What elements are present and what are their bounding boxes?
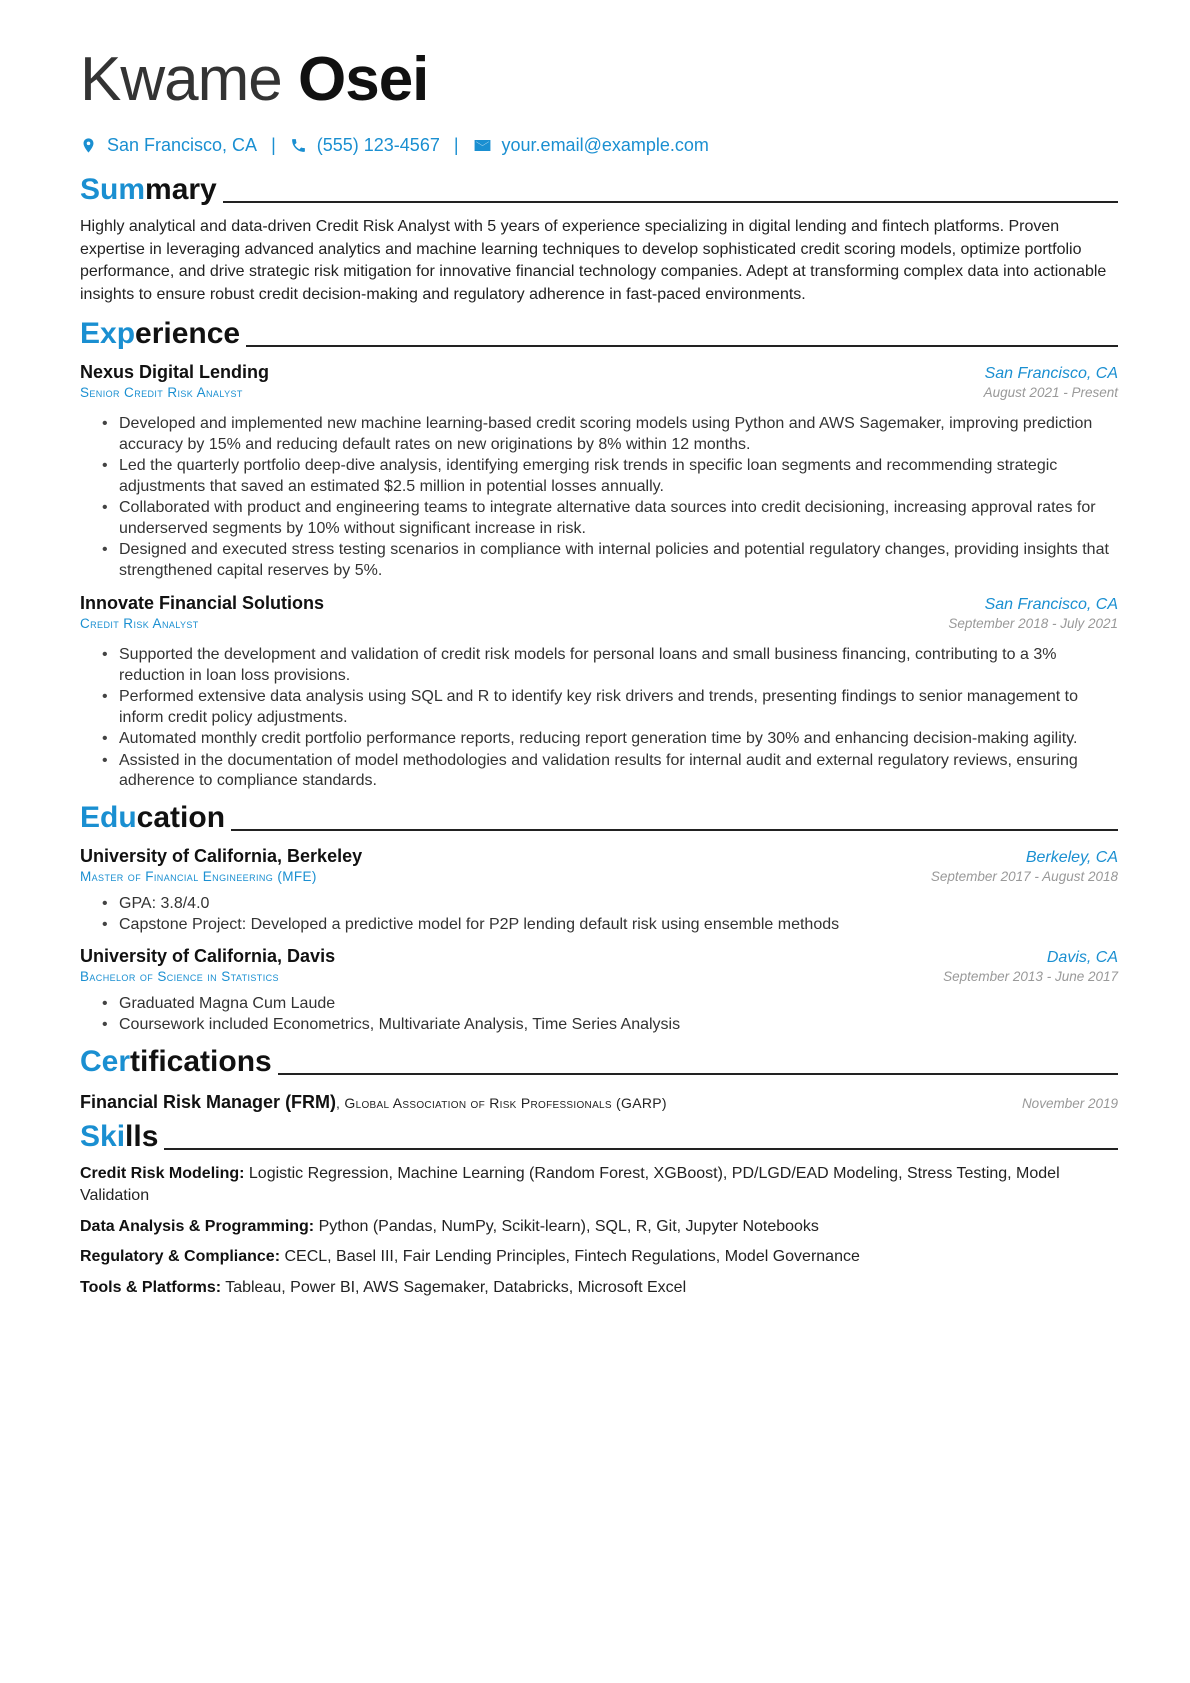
- first-name: Kwame: [80, 45, 282, 114]
- list-item: • Capstone Project: Developed a predictive model for P2P lending default risk using ensemble methods: [102, 915, 1118, 936]
- skill-group-values: Tableau, Power BI, AWS Sagemaker, Databricks, Microsoft Excel: [221, 1278, 687, 1296]
- school-name: University of California, Berkeley: [80, 845, 363, 866]
- phone-icon: [290, 137, 307, 154]
- list-item: • Coursework included Econometrics, Multivariate Analysis, Time Series Analysis: [102, 1015, 1118, 1036]
- section-header: [80, 798, 1118, 838]
- summary-text: Highly analytical and data-driven Credit Risk Analyst with 5 years of experience specializing in digital lending and fintech platforms. Proven expertise in leveraging advanced analytics and machine learning techniques to develop sophisticated credit scoring models, optimize portfolio performance, and drive strategic risk mitigation for innovative financial technology companies. Adept at transforming complex data into actionable insights to ensure robust credit decision-making and regulatory adherence in fast-paced environments.: [80, 218, 1107, 303]
- education-entry: [80, 846, 1118, 936]
- skill-group: [80, 1277, 1118, 1300]
- study-dates: September 2013 - June 2017: [943, 968, 1118, 984]
- contact-email[interactable]: [473, 135, 709, 156]
- school-name: University of California, Davis: [80, 945, 336, 966]
- employer-name: Nexus Digital Lending: [80, 362, 270, 382]
- job-dates: August 2021 - Present: [983, 385, 1118, 400]
- skill-group-label: Credit Risk Modeling:: [80, 1164, 245, 1182]
- list-item: • Developed and implemented new machine learning-based credit scoring models using Python and AWS Sagemaker, improving prediction accuracy by 15% and reducing default rates on new originations by 8% within 12 months.: [102, 414, 1118, 455]
- skill-group: [80, 1216, 1118, 1239]
- study-dates: September 2017 - August 2018: [930, 868, 1118, 884]
- section-title-accent: Cer: [80, 1044, 131, 1078]
- degree-title: Bachelor of Science in Statistics: [80, 968, 279, 984]
- candidate-name: [80, 40, 1118, 120]
- section-divider: [231, 829, 1118, 831]
- map-marker-icon: [80, 137, 97, 154]
- job-title: Senior Credit Risk Analyst: [80, 385, 243, 400]
- section-header: [80, 170, 1118, 210]
- employer-location: San Francisco, CA: [984, 365, 1118, 382]
- skill-group-label: Tools & Platforms:: [80, 1278, 222, 1296]
- list-item: • Led the quarterly portfolio deep-dive analysis, identifying emerging risk trends in specific loan segments and recommending strategic adjustments that saved an estimated $2.5 million in potential losses annually.: [102, 456, 1118, 497]
- experience-entry: [80, 362, 1118, 581]
- phone-text: (555) 123-4567: [316, 134, 440, 155]
- skill-group: [80, 1246, 1118, 1269]
- list-item: • Performed extensive data analysis using SQL and R to identify key risk drivers and trends, presenting findings to senior management to inform credit policy adjustments.: [102, 687, 1118, 728]
- certifications-section: [80, 1042, 1118, 1113]
- section-header: [80, 314, 1118, 354]
- section-header: [80, 1042, 1118, 1082]
- skill-group: [80, 1163, 1118, 1208]
- list-item: • Collaborated with product and engineering teams to integrate alternative data sources into credit decisioning, increasing approval rates for underserved segments by 10% without significant increase in risk.: [102, 498, 1118, 539]
- section-title: [80, 1117, 158, 1157]
- section-title-rest: erience: [135, 317, 241, 350]
- list-item: • Supported the development and validation of credit risk models for personal loans and small business financing, contributing to a 3% reduction in loan loss provisions.: [102, 645, 1118, 686]
- list-item: • Assisted in the documentation of model methodologies and validation results for internal audit and external regulatory reviews, ensuring adherence to compliance standards.: [102, 751, 1118, 792]
- skill-group-label: Data Analysis & Programming:: [80, 1217, 315, 1235]
- list-item: • Designed and executed stress testing scenarios in compliance with internal policies and potential regulatory changes, providing insights that strengthened capital reserves by 5%.: [102, 540, 1118, 581]
- summary-section: [80, 170, 1118, 306]
- section-title: [80, 170, 217, 210]
- achievement-list: [102, 414, 1118, 581]
- achievement-list: [102, 645, 1118, 792]
- list-item: • GPA: 3.8/4.0: [102, 894, 1118, 915]
- job-dates: September 2018 - July 2021: [948, 616, 1118, 631]
- job-title: Credit Risk Analyst: [80, 616, 199, 631]
- contact-separator: |: [453, 134, 459, 155]
- list-item: • Graduated Magna Cum Laude: [102, 994, 1118, 1015]
- employer-name: Innovate Financial Solutions: [80, 593, 325, 613]
- section-title-accent: Edu: [80, 800, 137, 834]
- education-entry: [80, 946, 1118, 1036]
- section-title: [80, 798, 225, 838]
- section-title: [80, 314, 240, 354]
- experience-entry: [80, 593, 1118, 792]
- contact-separator: |: [271, 134, 276, 155]
- education-detail-list: [102, 994, 1118, 1036]
- certification-issuer: , Global Association of Risk Professionals (GARP): [336, 1094, 667, 1111]
- section-divider: [278, 1073, 1118, 1075]
- skill-group-values: CECL, Basel III, Fair Lending Principles, Fintech Regulations, Model Governance: [280, 1248, 860, 1265]
- contact-phone[interactable]: [290, 135, 440, 156]
- experience-section: [80, 314, 1118, 792]
- contact-line: [80, 132, 1118, 158]
- skill-group-label: Regulatory & Compliance:: [80, 1248, 281, 1265]
- certification-name: Financial Risk Manager (FRM): [80, 1091, 337, 1112]
- section-title-rest: cation: [136, 800, 226, 834]
- section-title-accent: Ski: [80, 1119, 126, 1153]
- section-title-rest: lls: [125, 1119, 159, 1153]
- email-link[interactable]: your.email@example.com: [501, 134, 709, 155]
- degree-title: Master of Financial Engineering (MFE): [80, 868, 317, 884]
- school-location: Davis, CA: [1046, 948, 1118, 966]
- location-text: San Francisco, CA: [107, 134, 258, 155]
- skill-group-values: Python (Pandas, NumPy, Scikit-learn), SQL, R, Git, Jupyter Notebooks: [314, 1217, 819, 1235]
- list-item: • Automated monthly credit portfolio performance reports, reducing report generation time by 30% and enhancing decision-making agility.: [102, 729, 1118, 750]
- section-divider: [164, 1148, 1118, 1150]
- skills-section: [80, 1117, 1118, 1300]
- certification-entry: [80, 1092, 1118, 1113]
- section-title-accent: Exp: [80, 317, 136, 350]
- section-title: [80, 1042, 272, 1082]
- education-section: [80, 798, 1118, 1036]
- section-title-rest: mary: [145, 173, 217, 206]
- section-title-accent: Sum: [80, 173, 146, 206]
- contact-location: [80, 135, 257, 156]
- envelope-icon: [473, 136, 492, 155]
- last-name: Osei: [297, 45, 429, 114]
- skill-group-values: Logistic Regression, Machine Learning (Random Forest, XGBoost), PD/LGD/EAD Modeling, Stress Testing, Model Validation: [80, 1164, 1060, 1204]
- section-title-rest: tifications: [130, 1044, 272, 1078]
- employer-location: San Francisco, CA: [984, 596, 1118, 613]
- section-header: [80, 1117, 1118, 1157]
- section-divider: [223, 201, 1118, 203]
- education-detail-list: [102, 894, 1118, 936]
- section-divider: [246, 345, 1118, 347]
- school-location: Berkeley, CA: [1025, 848, 1118, 866]
- certification-date: November 2019: [1021, 1095, 1118, 1111]
